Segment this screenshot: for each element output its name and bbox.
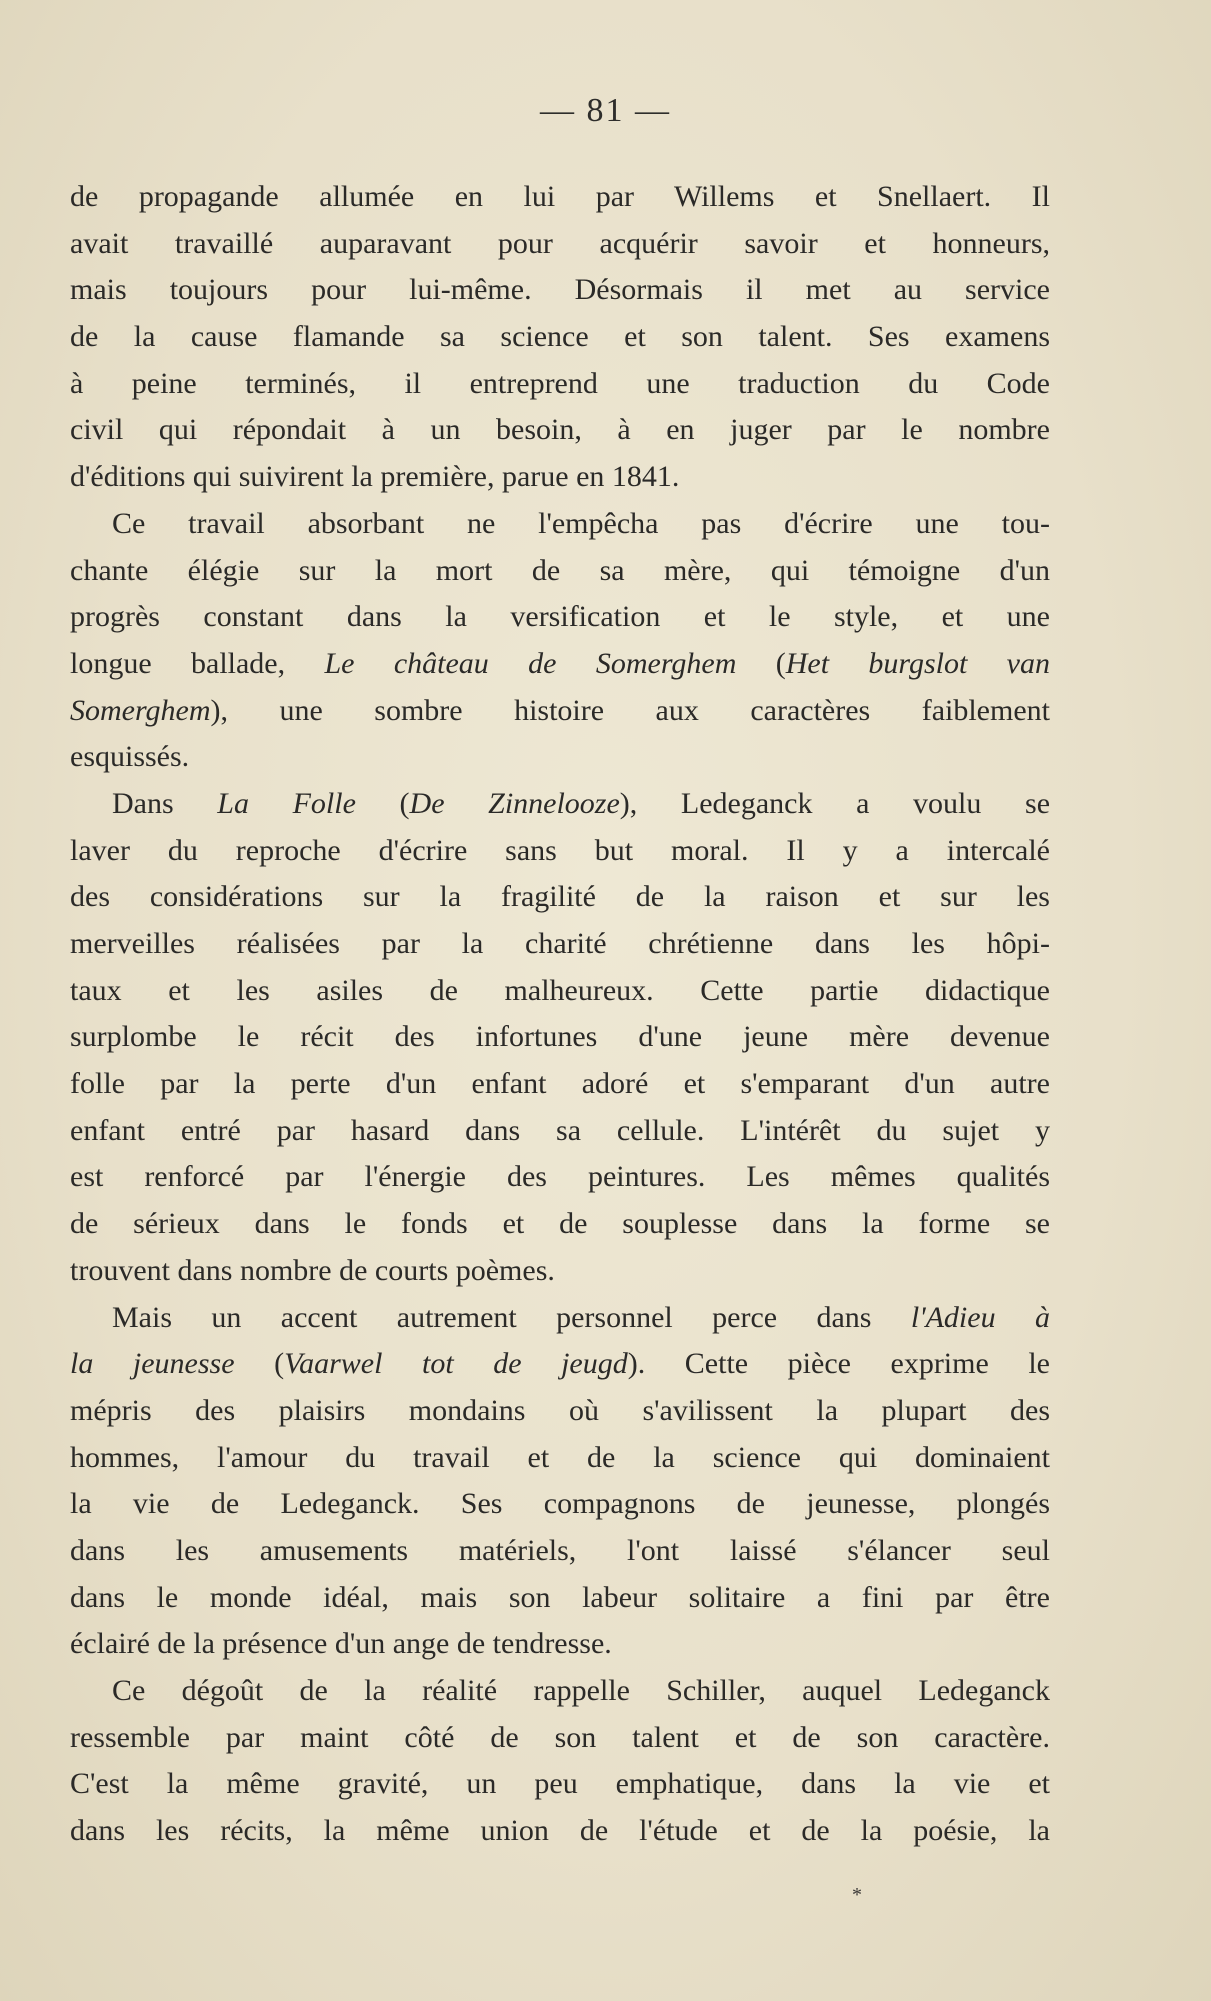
italic-title: Somerghem (70, 693, 211, 727)
italic-title: la jeunesse (70, 1347, 235, 1381)
text-line: de la cause flamande sa science et son talent. Ses examens (70, 320, 1050, 354)
text-line: Somerghem), une sombre histoire aux caractères faiblement (70, 693, 1050, 727)
text-line: de sérieux dans le fonds et de souplesse dans la forme se (70, 1207, 1050, 1241)
text-line: longue ballade, Le château de Somerghem (Het burgslot van (70, 646, 1050, 680)
text-line: Ce travail absorbant ne l'empêcha pas d'écrire une tou- (112, 506, 1050, 540)
text-line: Ce dégoût de la réalité rappelle Schiller, auquel Ledeganck (112, 1674, 1050, 1707)
text-line: d'éditions qui suivirent la première, parue en 1841. (70, 460, 680, 494)
text-line: progrès constant dans la versification et le style, et une (70, 600, 1050, 634)
italic-title: De Zinnelooze (409, 786, 620, 820)
signature-mark: * (852, 1884, 862, 1906)
text-line: Dans La Folle (De Zinnelooze), Ledeganck a voulu se (112, 786, 1051, 820)
text-line: ressemble par maint côté de son talent et de son caractère. (70, 1720, 1050, 1754)
text-line: mépris des plaisirs mondains où s'avilissent la plupart des (70, 1393, 1050, 1427)
italic-title: La Folle (217, 786, 356, 820)
page-number: — 81 — (540, 92, 671, 129)
text-line: surplombe le récit des infortunes d'une jeune mère devenue (70, 1020, 1050, 1054)
text-line: mais toujours pour lui-même. Désormais il met au service (70, 273, 1050, 307)
text-line: dans les récits, la même union de l'étude et de la poésie, la (70, 1814, 1050, 1848)
italic-title: Vaarwel tot de jeugd (284, 1347, 628, 1381)
italic-title: Le château de Somerghem (324, 646, 737, 680)
text-line: de propagande allumée en lui par Willems et Snellaert. Il (70, 180, 1050, 213)
text-line: à peine terminés, il entreprend une traduction du Code (70, 366, 1050, 400)
text-line: esquissés. (70, 740, 190, 774)
text-line: des considérations sur la fragilité de la raison et sur les (70, 880, 1050, 914)
text-line: dans le monde idéal, mais son labeur solitaire a fini par être (70, 1580, 1050, 1614)
text-line: hommes, l'amour du travail et de la science qui dominaient (70, 1440, 1050, 1474)
text-line: avait travaillé auparavant pour acquérir savoir et honneurs, (70, 226, 1050, 260)
text-line: civil qui répondait à un besoin, à en juger par le nombre (70, 413, 1050, 447)
text-line: dans les amusements matériels, l'ont laissé s'élancer seul (70, 1533, 1050, 1567)
text-line: trouvent dans nombre de courts poèmes. (70, 1253, 555, 1287)
text-line: folle par la perte d'un enfant adoré et s'emparant d'un autre (70, 1067, 1050, 1101)
text-line: merveilles réalisées par la charité chrétienne dans les hôpi- (70, 927, 1050, 960)
text-line: la vie de Ledeganck. Ses compagnons de jeunesse, plongés (70, 1487, 1050, 1521)
text-line: Mais un accent autrement personnel perce dans l'Adieu à (112, 1300, 1050, 1334)
text-line: laver du reproche d'écrire sans but moral. Il y a intercalé (70, 833, 1050, 867)
text-line: C'est la même gravité, un peu emphatique, dans la vie et (70, 1767, 1050, 1801)
italic-title: Het burgslot van (785, 646, 1050, 680)
text-line: taux et les asiles de malheureux. Cette partie didactique (70, 973, 1050, 1007)
text-line: chante élégie sur la mort de sa mère, qui témoigne d'un (70, 553, 1050, 587)
text-line: la jeunesse (Vaarwel tot de jeugd). Cette pièce exprime le (70, 1347, 1051, 1381)
body-text (70, 174, 1050, 1855)
text-line: est renforcé par l'énergie des peintures. Les mêmes qualités (70, 1160, 1050, 1194)
italic-title: l'Adieu à (910, 1300, 1050, 1334)
text-line: enfant entré par hasard dans sa cellule. L'intérêt du sujet y (70, 1113, 1050, 1147)
text-line: éclairé de la présence d'un ange de tendresse. (70, 1627, 612, 1661)
